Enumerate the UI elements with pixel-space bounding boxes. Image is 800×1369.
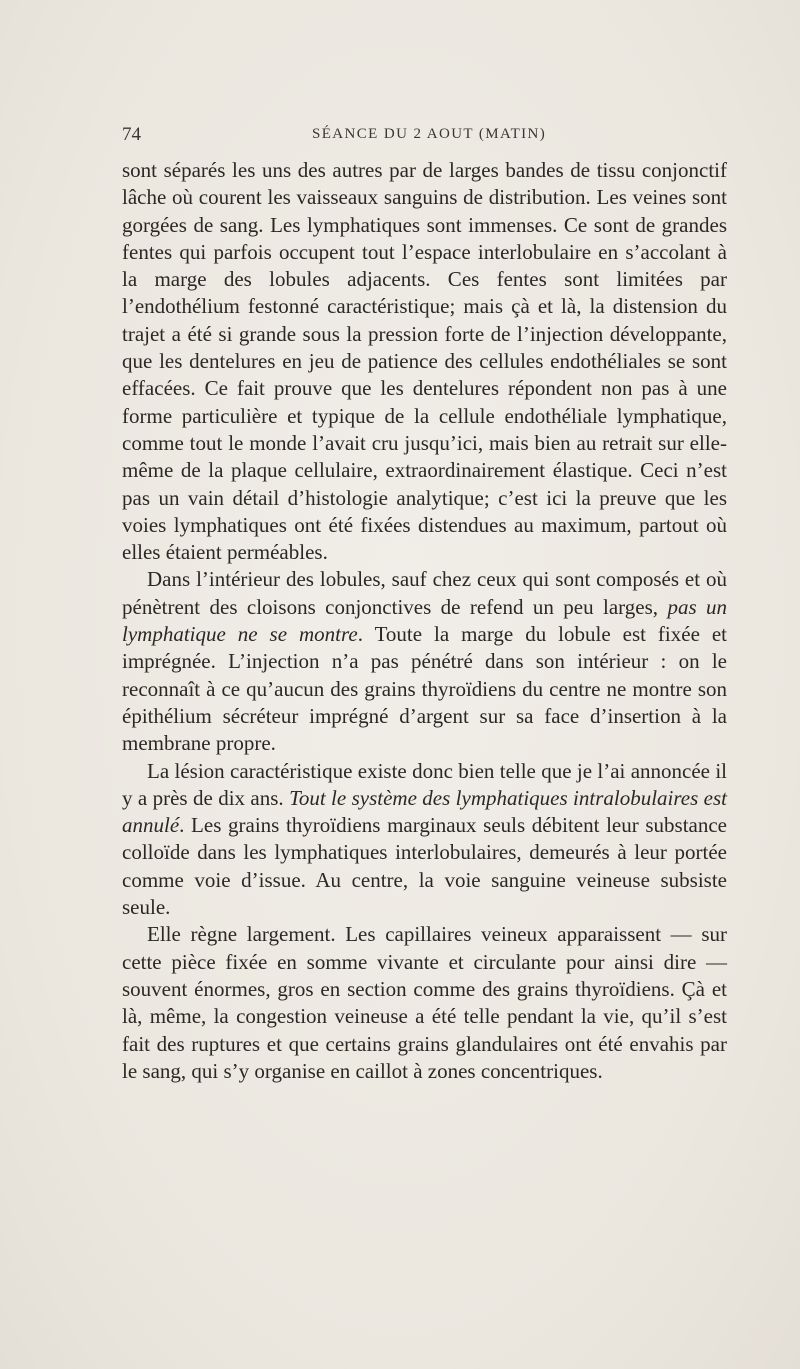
paragraph-text: sont séparés les uns des autres par de larges bandes de tissu conjonctif lâche où courent les vaisseaux sanguins de distribution. Les veines sont gorgées de sang. Les lymphatiques sont immenses. Ce sont de grandes fentes qui parfois occupent tout l’espace interlobulaire en s’accolant à la marge des lobules adjacents. Ces fentes sont limitées par l’endothélium festonné caractéristique; mais çà et là, la distension du trajet a été si grande sous la pression forte de l’injection développante, que les dentelures en jeu de patience des cellules endothéliales se sont effacées. Ce fait prouve que les dentelures répondent non pas à une forme particulière et typique de la cellule endothéliale lymphatique, comme tout le monde l’avait cru jusqu’ici, mais bien au retrait sur elle-même de la plaque cellulaire, extraordinairement élastique. Ceci n’est pas un vain détail d’histologie analytique; c’est ici la preuve que les voies lymphatiques ont été fixées distendues au maximum, partout où elles étaient perméables.: [122, 158, 727, 565]
emphasis-text: pas un lymphatique ne se montre: [122, 594, 728, 647]
paragraph-text: Dans l’intérieur des lobules, sauf chez ceux qui sont composés et où pénètrent des cloisons conjonctives de refend un peu larges,: [122, 567, 727, 619]
page-number: 74: [122, 124, 141, 145]
paragraph: [122, 566, 727, 757]
running-head: SÉANCE DU 2 AOUT (MATIN): [312, 126, 547, 142]
paragraph-text: La lésion caractéristique existe donc bien telle que je l’ai annoncée il y a près de dix ans.: [122, 758, 727, 810]
paragraph-text: Elle règne largement. Les capillaires veineux apparaissent — sur cette pièce fixée en somme vivante et circulante pour ainsi dire — souvent énormes, gros en section comme des grains thyroïdiens. Çà et là, même, la congestion veineuse a été telle pendant la vie, qu’il s’est fait des ruptures et que certains grains glandulaires ont été envahis par le sang, qui s’y organise en caillot à zones concentriques.: [122, 922, 727, 1083]
page-header: [122, 124, 727, 146]
paragraph-text: . Les grains thyroïdiens marginaux seuls débitent leur substance colloïde dans les lymphatiques interlobulaires, demeurés à leur portée comme voie d’issue. Au centre, la voie sanguine veineuse subsiste seule.: [122, 813, 727, 920]
paragraph: [122, 758, 727, 922]
paragraph-text: . Toute la marge du lobule est fixée et imprégnée. L’injection n’a pas pénétré dans son intérieur : on le reconnaît à ce qu’aucun des grains thyroïdiens du centre ne montre son épithélium sécréteur imprégné d’argent sur sa face d’insertion à la membrane propre.: [122, 622, 728, 756]
page-body: [122, 157, 727, 1085]
emphasis-text: Tout le système des lymphatiques intralobulaires est annulé: [122, 785, 727, 838]
paragraph: [122, 157, 727, 566]
paragraph: [122, 921, 727, 1085]
